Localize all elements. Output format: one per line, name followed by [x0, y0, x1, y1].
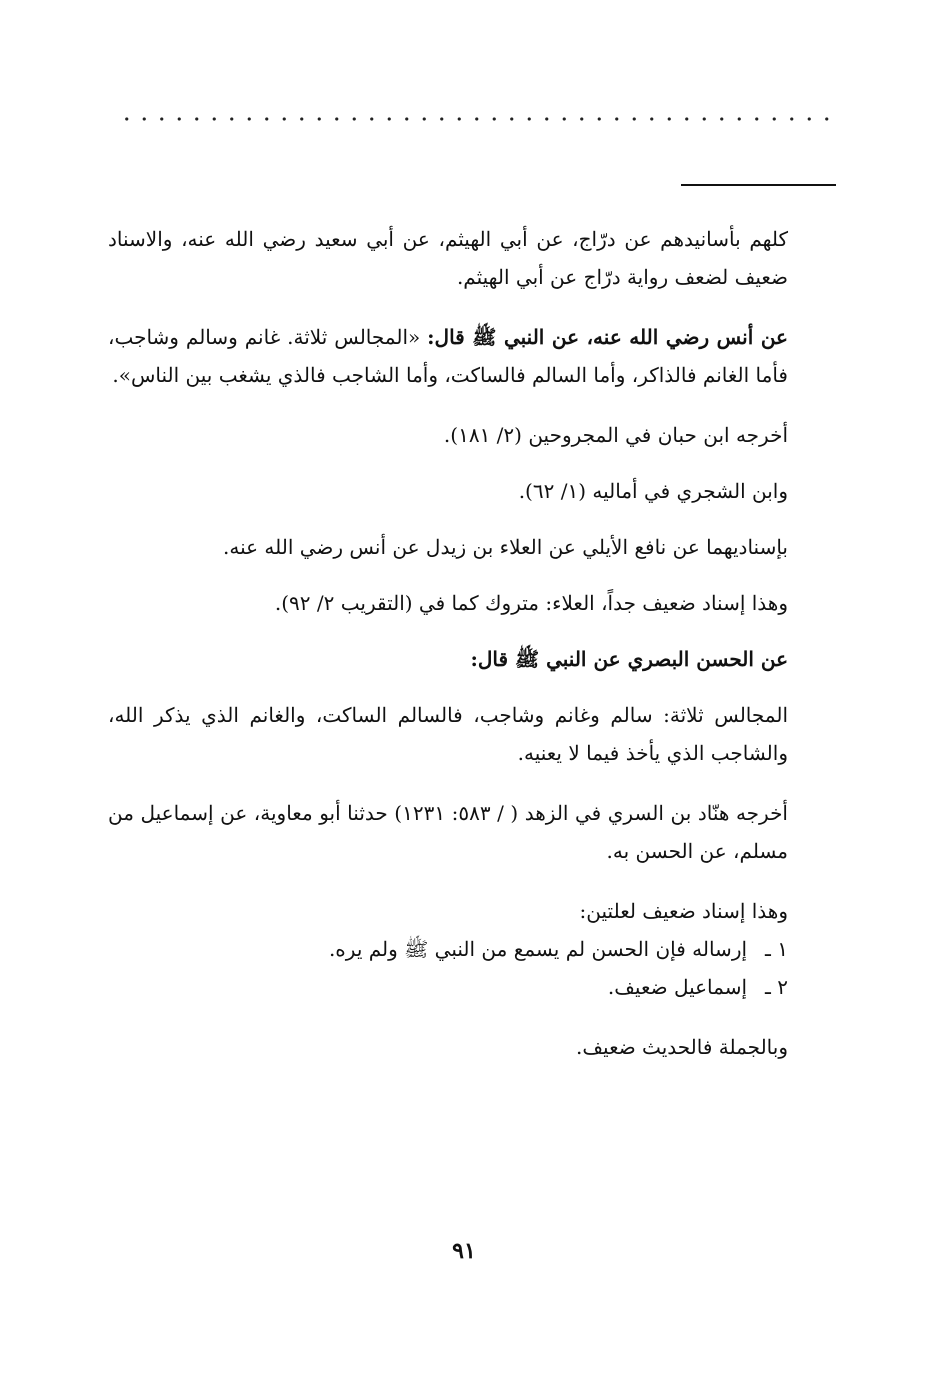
list-item-2-number: ٢ ـ	[765, 975, 788, 999]
footnote-rule	[681, 184, 836, 186]
paragraph-conclusion: وبالجملة فالحديث ضعيف.	[575, 1035, 788, 1059]
paragraph-5: بإسناديهما عن نافع الأيلي عن العلاء بن زيدل عن أنس رضي الله عنه.	[223, 535, 788, 559]
list-item-1-text: إرساله فإن الحسن لم يسمع من النبي ﷺ ولم يره.	[328, 937, 748, 961]
paragraph-2-text: «المجالس ثلاثة. غانم وسالم وشاجب، فأما الغانم فالذاكر، وأما السالم فالساكت، وأما الشاجب فالذي يشغب بين الناس».	[108, 325, 788, 387]
paragraph-2	[108, 318, 840, 394]
paragraph-3: أخرجه ابن حبان في المجروحين (٢/ ١٨١).	[443, 423, 788, 447]
paragraph-9: أخرجه هنّاد بن السري في الزهد ( / ٥٨٣: ١٢٣١) حدثنا أبو معاوية، عن إسماعيل من مسلم، عن الحسن به.	[108, 801, 788, 863]
page-body	[108, 220, 840, 1066]
paragraph-4: وابن الشجري في أماليه (١/ ٦٢).	[518, 479, 788, 503]
paragraph-6: وهذا إسناد ضعيف جداً، العلاء: متروك كما في (التقريب ٢/ ٩٢).	[274, 591, 788, 615]
paragraph-1: كلهم بأسانيدهم عن درّاج، عن أبي الهيثم، عن أبي سعيد رضي الله عنه، والاسناد ضعيف لضعف رواية درّاج عن أبي الهيثم.	[108, 227, 788, 289]
list-item-1	[108, 930, 840, 968]
dotted-separator	[118, 112, 836, 126]
list-item-2	[108, 968, 840, 1006]
list-item-1-number: ١ ـ	[765, 937, 788, 961]
paragraph-10: وهذا إسناد ضعيف لعلتين:	[579, 899, 788, 923]
paragraph-8: المجالس ثلاثة: سالم وغانم وشاجب، فالسالم الساكت، والغانم الذي يذكر الله، والشاجب الذي يأخذ فيما لا يعنيه.	[108, 703, 788, 765]
paragraph-2-lead: عن أنس رضي الله عنه، عن النبي ﷺ قال:	[427, 325, 788, 349]
paragraph-7: عن الحسن البصري عن النبي ﷺ قال:	[470, 647, 788, 671]
page-number: ٩١	[452, 1238, 476, 1264]
list-item-2-text: إسماعيل ضعيف.	[607, 975, 748, 999]
